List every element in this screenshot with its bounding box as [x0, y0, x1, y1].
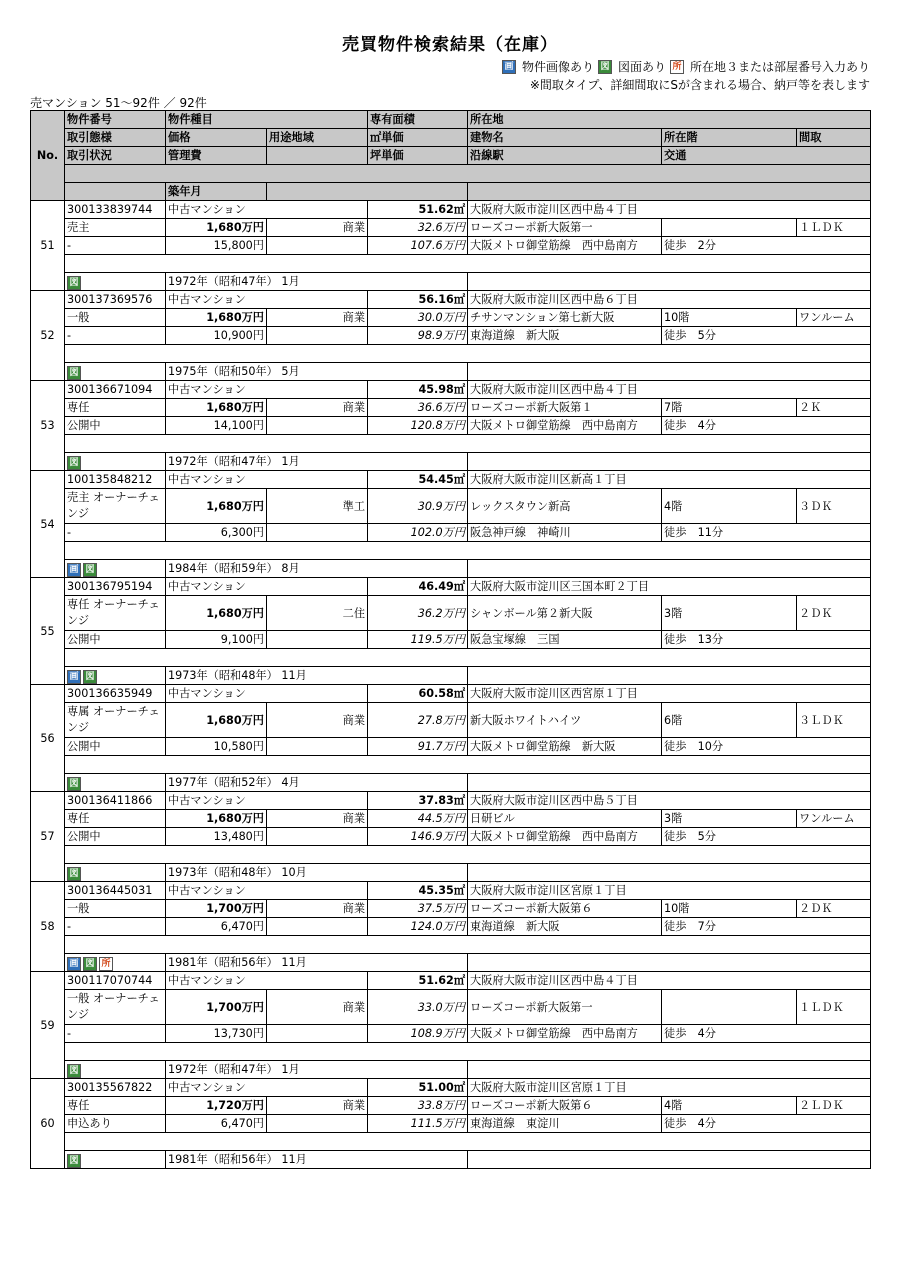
property-id: 300136795194 [65, 578, 166, 596]
image-available-icon: 画 [502, 60, 516, 74]
listing-no: 59 [31, 972, 65, 1079]
trade-mode: 売主 オーナーチェンジ [65, 489, 166, 524]
property-id: 300135567822 [65, 1079, 166, 1097]
listing-row [31, 201, 871, 219]
floor [662, 219, 797, 237]
header-line-station: 沿線駅 [468, 147, 662, 165]
price: 1,680万円 [166, 596, 267, 631]
page-title: 売買物件検索結果（在庫） [342, 35, 558, 55]
layout: ワンルーム [797, 309, 871, 327]
transport: 徒歩 10分 [662, 738, 871, 756]
listing-no: 58 [31, 882, 65, 972]
zoning: 商業 [267, 900, 368, 918]
legend-location-label: 所在地３または部屋番号入力あり [689, 60, 870, 74]
floor: 6階 [662, 703, 797, 738]
exclusive-area: 45.35㎡ [368, 882, 468, 900]
header-trade-mode: 取引態様 [65, 129, 166, 147]
line-station: 大阪メトロ御堂筋線 西中島南方 [468, 1025, 662, 1043]
transport: 徒歩 11分 [662, 524, 871, 542]
price: 1,680万円 [166, 810, 267, 828]
location-entered-icon[interactable]: 所 [99, 957, 113, 971]
header-property-id: 物件番号 [65, 111, 166, 129]
property-id: 300137369576 [65, 291, 166, 309]
building-name: 新大阪ホワイトハイツ [468, 703, 662, 738]
image-available-icon[interactable]: 画 [67, 957, 81, 971]
tsubo-price: 124.0万円 [368, 918, 468, 936]
floorplan-available-icon[interactable]: 図 [67, 1064, 81, 1078]
zoning: 商業 [267, 399, 368, 417]
floorplan-available-icon[interactable]: 図 [67, 867, 81, 881]
price: 1,680万円 [166, 489, 267, 524]
zoning: 商業 [267, 990, 368, 1025]
property-type: 中古マンション [166, 685, 368, 703]
trade-mode: 専任 [65, 1097, 166, 1115]
property-id: 300136411866 [65, 792, 166, 810]
exclusive-area: 51.00㎡ [368, 1079, 468, 1097]
location-entered-icon: 所 [670, 60, 684, 74]
line-station: 大阪メトロ御堂筋線 西中島南方 [468, 237, 662, 255]
floor: 10階 [662, 309, 797, 327]
property-type: 中古マンション [166, 291, 368, 309]
sqm-price: 33.0万円 [368, 990, 468, 1025]
listing-no: 60 [31, 1079, 65, 1169]
tsubo-price: 120.8万円 [368, 417, 468, 435]
price: 1,680万円 [166, 703, 267, 738]
listing-row [31, 882, 871, 900]
icon-cell [65, 774, 166, 792]
line-station: 阪急宝塚線 三国 [468, 631, 662, 649]
sqm-price: 36.2万円 [368, 596, 468, 631]
exclusive-area: 60.58㎡ [368, 685, 468, 703]
trade-status: 公開中 [65, 828, 166, 846]
floor: 7階 [662, 399, 797, 417]
layout: ２ＤＫ [797, 900, 871, 918]
floorplan-available-icon[interactable]: 図 [83, 670, 97, 684]
zoning: 準工 [267, 489, 368, 524]
property-id: 300133839744 [65, 201, 166, 219]
property-id: 300136445031 [65, 882, 166, 900]
header-sqm-price: ㎡単価 [368, 129, 468, 147]
header-tsubo-price: 坪単価 [368, 147, 468, 165]
image-available-icon[interactable]: 画 [67, 563, 81, 577]
address: 大阪府大阪市淀川区三国本町２丁目 [468, 578, 871, 596]
trade-status: - [65, 524, 166, 542]
listing-row [31, 685, 871, 703]
property-type: 中古マンション [166, 882, 368, 900]
sqm-price: 44.5万円 [368, 810, 468, 828]
header-address: 所在地 [468, 111, 871, 129]
building-name: ローズコーポ新大阪第一 [468, 219, 662, 237]
icon-cell [65, 1151, 166, 1169]
listing-row [31, 792, 871, 810]
floorplan-available-icon[interactable]: 図 [67, 777, 81, 791]
transport: 徒歩 2分 [662, 237, 871, 255]
exclusive-area: 51.62㎡ [368, 972, 468, 990]
listing-row [31, 578, 871, 596]
listing-no: 51 [31, 201, 65, 291]
price: 1,700万円 [166, 900, 267, 918]
address: 大阪府大阪市淀川区新高１丁目 [468, 471, 871, 489]
property-id: 300136671094 [65, 381, 166, 399]
tsubo-price: 91.7万円 [368, 738, 468, 756]
listing-no: 56 [31, 685, 65, 792]
building-name: 日研ビル [468, 810, 662, 828]
tsubo-price: 108.9万円 [368, 1025, 468, 1043]
price: 1,680万円 [166, 219, 267, 237]
price: 1,680万円 [166, 309, 267, 327]
tsubo-price: 98.9万円 [368, 327, 468, 345]
tsubo-price: 111.5万円 [368, 1115, 468, 1133]
header-price: 価格 [166, 129, 267, 147]
header-trade-status: 取引状況 [65, 147, 166, 165]
line-station: 大阪メトロ御堂筋線 西中島南方 [468, 417, 662, 435]
layout-note: ※間取タイプ、詳細間取にSが含まれる場合、納戸等を表します [529, 78, 870, 92]
exclusive-area: 51.62㎡ [368, 201, 468, 219]
header-row-3 [31, 147, 871, 165]
transport: 徒歩 7分 [662, 918, 871, 936]
icon-cell [65, 954, 166, 972]
built-date: 1984年（昭和59年） 8月 [166, 560, 468, 578]
transport: 徒歩 4分 [662, 1115, 871, 1133]
legend-figure-label: 図面あり [617, 60, 666, 74]
trade-mode: 専任 オーナーチェンジ [65, 596, 166, 631]
sqm-price: 30.9万円 [368, 489, 468, 524]
property-type: 中古マンション [166, 381, 368, 399]
line-station: 東海道線 東淀川 [468, 1115, 662, 1133]
building-name: ローズコーポ新大阪第１ [468, 399, 662, 417]
header-row-2 [31, 129, 871, 147]
building-name: ローズコーポ新大阪第６ [468, 1097, 662, 1115]
building-name: シャンボール第２新大阪 [468, 596, 662, 631]
property-type: 中古マンション [166, 792, 368, 810]
trade-mode: 専属 オーナーチェンジ [65, 703, 166, 738]
exclusive-area: 54.45㎡ [368, 471, 468, 489]
address: 大阪府大阪市淀川区西宮原１丁目 [468, 685, 871, 703]
header-area: 専有面積 [368, 111, 468, 129]
floor: 3階 [662, 596, 797, 631]
layout: ３ＬＤＫ [797, 703, 871, 738]
trade-mode: 一般 [65, 900, 166, 918]
built-date: 1977年（昭和52年） 4月 [166, 774, 468, 792]
price: 1,700万円 [166, 990, 267, 1025]
property-type: 中古マンション [166, 578, 368, 596]
property-id: 100135848212 [65, 471, 166, 489]
building-name: ローズコーポ新大阪第一 [468, 990, 662, 1025]
tsubo-price: 107.6万円 [368, 237, 468, 255]
floorplan-available-icon[interactable]: 図 [67, 456, 81, 470]
header-built: 築年月 [166, 183, 267, 201]
zoning: 商業 [267, 703, 368, 738]
trade-mode: 専任 [65, 810, 166, 828]
property-type: 中古マンション [166, 471, 368, 489]
line-station: 東海道線 新大阪 [468, 918, 662, 936]
zoning: 商業 [267, 309, 368, 327]
layout: ３ＤＫ [797, 489, 871, 524]
listing-row [31, 471, 871, 489]
trade-mode: 一般 [65, 309, 166, 327]
management-fee: 6,470円 [166, 918, 267, 936]
header-row-4 [31, 165, 871, 183]
header-building: 建物名 [468, 129, 662, 147]
result-count: 売マンション 51〜92件 ／ 92件 [30, 96, 207, 110]
transport: 徒歩 5分 [662, 327, 871, 345]
sqm-price: 36.6万円 [368, 399, 468, 417]
icon-cell [65, 864, 166, 882]
layout: １ＬＤＫ [797, 990, 871, 1025]
header-management-fee: 管理費 [166, 147, 267, 165]
header-zone: 用途地域 [267, 129, 368, 147]
icon-cell [65, 1061, 166, 1079]
management-fee: 10,900円 [166, 327, 267, 345]
management-fee: 13,730円 [166, 1025, 267, 1043]
listing-row [31, 972, 871, 990]
floorplan-available-icon[interactable]: 図 [67, 276, 81, 290]
built-date: 1972年（昭和47年） 1月 [166, 1061, 468, 1079]
image-available-icon[interactable]: 画 [67, 670, 81, 684]
price: 1,680万円 [166, 399, 267, 417]
listing-no: 55 [31, 578, 65, 685]
management-fee: 13,480円 [166, 828, 267, 846]
listing-row [31, 381, 871, 399]
floor: 4階 [662, 489, 797, 524]
header-property-type: 物件種目 [166, 111, 368, 129]
trade-status: - [65, 327, 166, 345]
property-type: 中古マンション [166, 1079, 368, 1097]
header-layout: 間取 [797, 129, 871, 147]
transport: 徒歩 4分 [662, 1025, 871, 1043]
sqm-price: 27.8万円 [368, 703, 468, 738]
line-station: 東海道線 新大阪 [468, 327, 662, 345]
built-date: 1973年（昭和48年） 10月 [166, 864, 468, 882]
line-station: 阪急神戸線 神崎川 [468, 524, 662, 542]
layout: ２ＬＤＫ [797, 1097, 871, 1115]
listing-no: 53 [31, 381, 65, 471]
property-type: 中古マンション [166, 972, 368, 990]
built-date: 1981年（昭和56年） 11月 [166, 954, 468, 972]
zoning: 商業 [267, 810, 368, 828]
trade-mode: 専任 [65, 399, 166, 417]
line-station: 大阪メトロ御堂筋線 新大阪 [468, 738, 662, 756]
built-date: 1975年（昭和50年） 5月 [166, 363, 468, 381]
management-fee: 15,800円 [166, 237, 267, 255]
price: 1,720万円 [166, 1097, 267, 1115]
property-type: 中古マンション [166, 201, 368, 219]
sqm-price: 30.0万円 [368, 309, 468, 327]
layout: ２ＤＫ [797, 596, 871, 631]
management-fee: 10,580円 [166, 738, 267, 756]
address: 大阪府大阪市淀川区西中島４丁目 [468, 381, 871, 399]
building-name: チサンマンション第七新大阪 [468, 309, 662, 327]
exclusive-area: 56.16㎡ [368, 291, 468, 309]
trade-status: - [65, 1025, 166, 1043]
management-fee: 6,470円 [166, 1115, 267, 1133]
building-name: レックスタウン新高 [468, 489, 662, 524]
icon-cell [65, 453, 166, 471]
legend-image-label: 物件画像あり [521, 60, 594, 74]
trade-status: 申込あり [65, 1115, 166, 1133]
zoning: 商業 [267, 219, 368, 237]
trade-status: - [65, 918, 166, 936]
sqm-price: 33.8万円 [368, 1097, 468, 1115]
floorplan-available-icon[interactable]: 図 [67, 1154, 81, 1168]
management-fee: 9,100円 [166, 631, 267, 649]
header-row-1 [31, 111, 871, 129]
results-table [30, 110, 871, 1169]
address: 大阪府大阪市淀川区西中島５丁目 [468, 792, 871, 810]
built-date: 1972年（昭和47年） 1月 [166, 453, 468, 471]
header-transport: 交通 [662, 147, 871, 165]
built-date: 1981年（昭和56年） 11月 [166, 1151, 468, 1169]
zoning: 二住 [267, 596, 368, 631]
floor: 3階 [662, 810, 797, 828]
listing-row [31, 1079, 871, 1097]
tsubo-price: 146.9万円 [368, 828, 468, 846]
trade-status: 公開中 [65, 631, 166, 649]
transport: 徒歩 5分 [662, 828, 871, 846]
listing-no: 54 [31, 471, 65, 578]
zoning: 商業 [267, 1097, 368, 1115]
exclusive-area: 45.98㎡ [368, 381, 468, 399]
sqm-price: 32.6万円 [368, 219, 468, 237]
tsubo-price: 102.0万円 [368, 524, 468, 542]
transport: 徒歩 13分 [662, 631, 871, 649]
management-fee: 6,300円 [166, 524, 267, 542]
built-date: 1972年（昭和47年） 1月 [166, 273, 468, 291]
exclusive-area: 37.83㎡ [368, 792, 468, 810]
floorplan-available-icon: 図 [598, 60, 612, 74]
header-no: No. [31, 111, 65, 201]
address: 大阪府大阪市淀川区西中島６丁目 [468, 291, 871, 309]
trade-status: - [65, 237, 166, 255]
listing-row [31, 291, 871, 309]
address: 大阪府大阪市淀川区西中島４丁目 [468, 972, 871, 990]
icon-cell [65, 273, 166, 291]
floor: 4階 [662, 1097, 797, 1115]
address: 大阪府大阪市淀川区宮原１丁目 [468, 882, 871, 900]
floor: 10階 [662, 900, 797, 918]
listing-no: 52 [31, 291, 65, 381]
tsubo-price: 119.5万円 [368, 631, 468, 649]
built-date: 1973年（昭和48年） 11月 [166, 667, 468, 685]
line-station: 大阪メトロ御堂筋線 西中島南方 [468, 828, 662, 846]
property-id: 300117070744 [65, 972, 166, 990]
transport: 徒歩 4分 [662, 417, 871, 435]
layout: ワンルーム [797, 810, 871, 828]
icon-cell [65, 667, 166, 685]
icon-cell [65, 363, 166, 381]
trade-status: 公開中 [65, 738, 166, 756]
layout: １ＬＤＫ [797, 219, 871, 237]
sqm-price: 37.5万円 [368, 900, 468, 918]
trade-mode: 売主 [65, 219, 166, 237]
legend [502, 58, 870, 75]
floorplan-available-icon[interactable]: 図 [67, 366, 81, 380]
icon-cell [65, 560, 166, 578]
management-fee: 14,100円 [166, 417, 267, 435]
header-row-5 [31, 183, 871, 201]
address: 大阪府大阪市淀川区西中島４丁目 [468, 201, 871, 219]
listing-no: 57 [31, 792, 65, 882]
trade-mode: 一般 オーナーチェンジ [65, 990, 166, 1025]
layout: ２Ｋ [797, 399, 871, 417]
header-floor: 所在階 [662, 129, 797, 147]
building-name: ローズコーポ新大阪第６ [468, 900, 662, 918]
floorplan-available-icon[interactable]: 図 [83, 957, 97, 971]
address: 大阪府大阪市淀川区宮原１丁目 [468, 1079, 871, 1097]
trade-status: 公開中 [65, 417, 166, 435]
exclusive-area: 46.49㎡ [368, 578, 468, 596]
floorplan-available-icon[interactable]: 図 [83, 563, 97, 577]
property-id: 300136635949 [65, 685, 166, 703]
floor [662, 990, 797, 1025]
